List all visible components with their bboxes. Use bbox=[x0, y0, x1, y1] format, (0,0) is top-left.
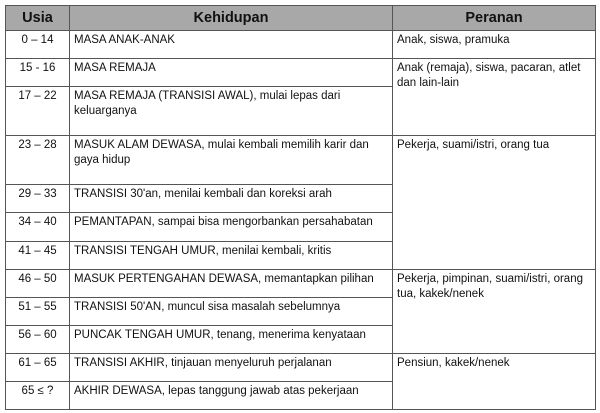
age-cell: 34 – 40 bbox=[6, 213, 70, 241]
role-cell: Anak (remaja), siswa, pacaran, atlet dan lain-lain bbox=[393, 59, 596, 136]
life-cell: PEMANTAPAN, sampai bisa mengorbankan persahabatan bbox=[70, 213, 393, 241]
age-cell: 23 – 28 bbox=[6, 136, 70, 185]
header-age: Usia bbox=[6, 6, 70, 31]
table-row bbox=[6, 353, 596, 381]
life-cell: TRANSISI AKHIR, tinjauan menyeluruh perjalanan bbox=[70, 353, 393, 381]
age-cell: 29 – 33 bbox=[6, 185, 70, 213]
table-row bbox=[6, 31, 596, 59]
age-cell: 17 – 22 bbox=[6, 87, 70, 136]
life-cell: TRANSISI 30'an, menilai kembali dan koreksi arah bbox=[70, 185, 393, 213]
table-row bbox=[6, 59, 596, 87]
age-cell: 65 ≤ ? bbox=[6, 381, 70, 409]
age-cell: 15 - 16 bbox=[6, 59, 70, 87]
life-cell: MASA ANAK-ANAK bbox=[70, 31, 393, 59]
header-row bbox=[6, 6, 596, 31]
age-cell: 0 – 14 bbox=[6, 31, 70, 59]
life-cell: MASA REMAJA bbox=[70, 59, 393, 87]
life-cell: PUNCAK TENGAH UMUR, tenang, menerima kenyataan bbox=[70, 325, 393, 353]
role-cell: Pekerja, pimpinan, suami/istri, orang tua, kakek/nenek bbox=[393, 269, 596, 353]
age-cell: 41 – 45 bbox=[6, 241, 70, 269]
life-cell: MASA REMAJA (TRANSISI AWAL), mulai lepas dari keluarganya bbox=[70, 87, 393, 136]
role-cell: Anak, siswa, pramuka bbox=[393, 31, 596, 59]
life-cell: TRANSISI TENGAH UMUR, menilai kembali, kritis bbox=[70, 241, 393, 269]
life-cell: MASUK ALAM DEWASA, mulai kembali memilih karir dan gaya hidup bbox=[70, 136, 393, 185]
age-cell: 61 – 65 bbox=[6, 353, 70, 381]
header-role: Peranan bbox=[393, 6, 596, 31]
age-cell: 51 – 55 bbox=[6, 297, 70, 325]
life-cell: MASUK PERTENGAHAN DEWASA, memantapkan pilihan bbox=[70, 269, 393, 297]
life-stages-table bbox=[5, 5, 596, 410]
age-cell: 56 – 60 bbox=[6, 325, 70, 353]
header-life: Kehidupan bbox=[70, 6, 393, 31]
age-cell: 46 – 50 bbox=[6, 269, 70, 297]
life-cell: AKHIR DEWASA, lepas tanggung jawab atas pekerjaan bbox=[70, 381, 393, 409]
role-cell: Pensiun, kakek/nenek bbox=[393, 353, 596, 409]
role-cell: Pekerja, suami/istri, orang tua bbox=[393, 136, 596, 269]
life-cell: TRANSISI 50'AN, muncul sisa masalah sebelumnya bbox=[70, 297, 393, 325]
table-row bbox=[6, 269, 596, 297]
table-row bbox=[6, 136, 596, 185]
